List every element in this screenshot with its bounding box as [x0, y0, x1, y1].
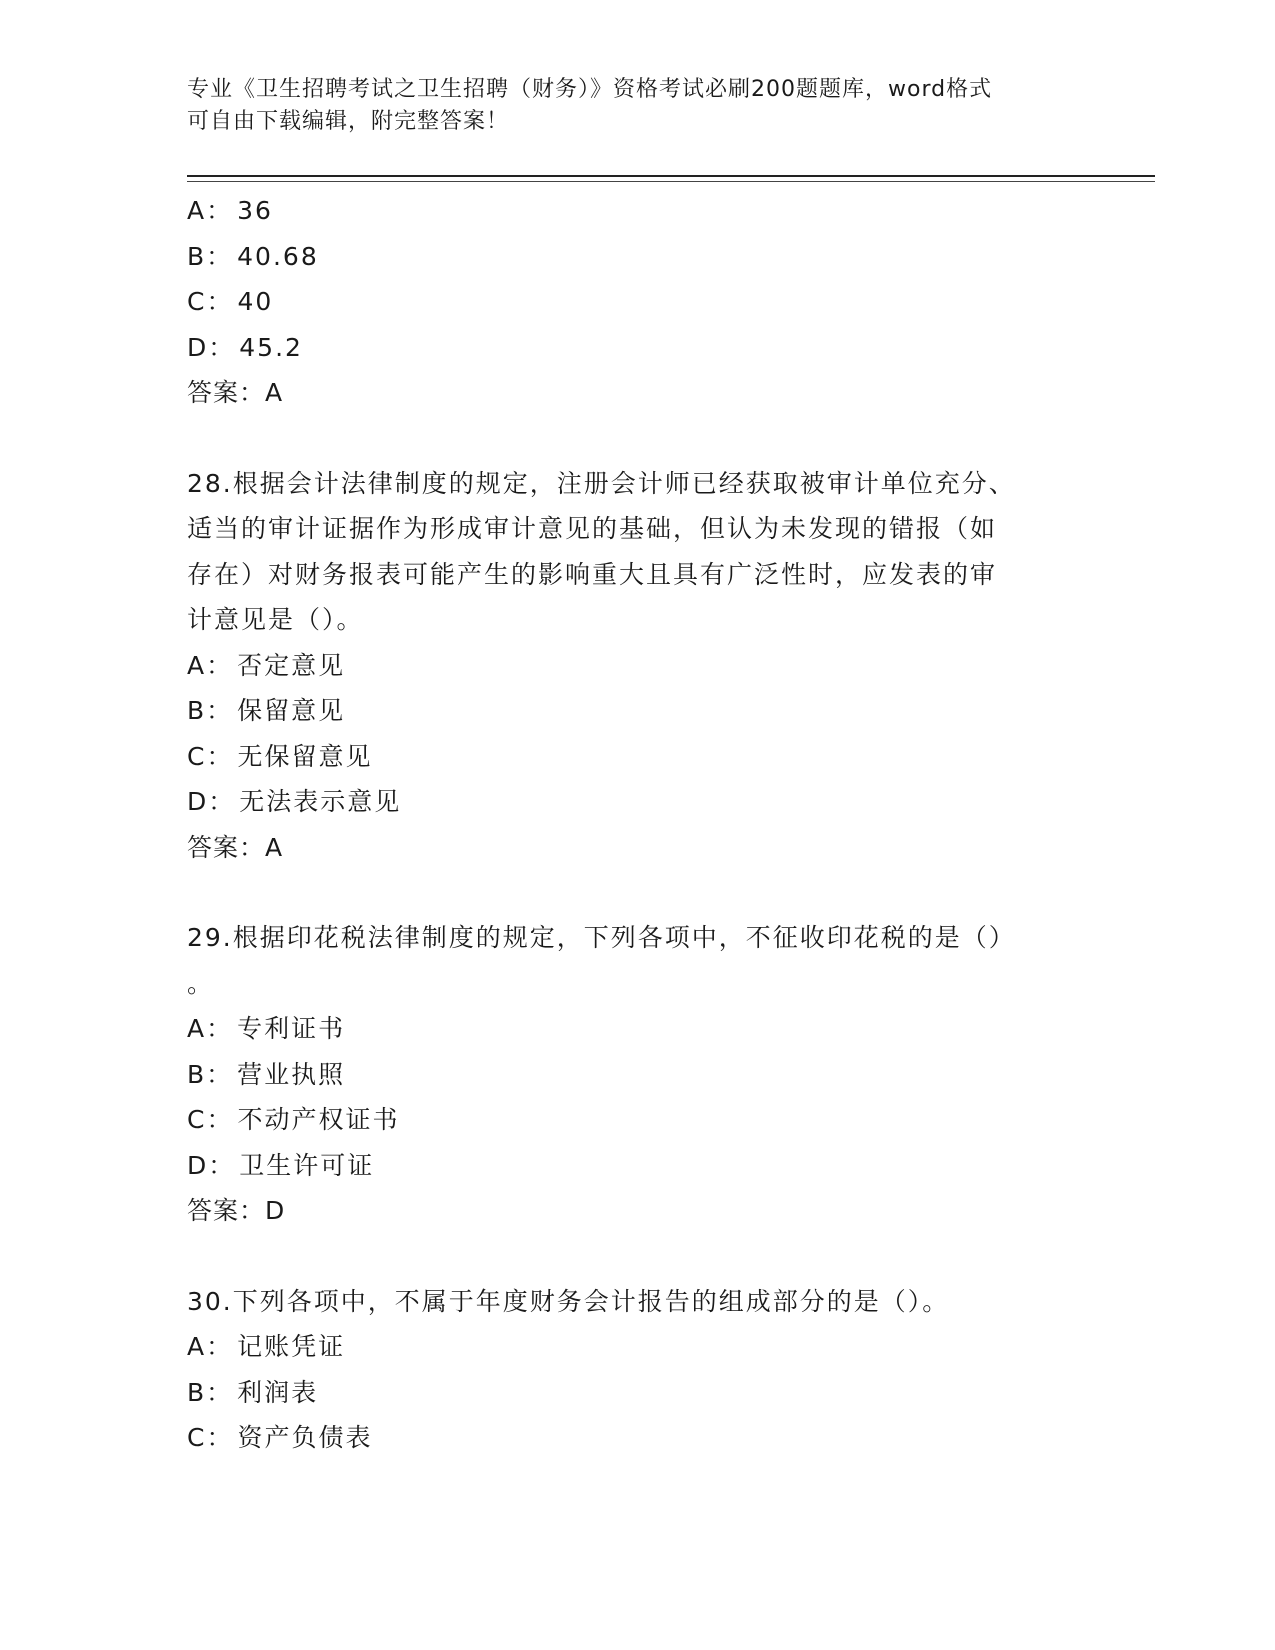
question-28 [187, 461, 1067, 871]
question-text-line: 30.下列各项中，不属于年度财务会计报告的组成部分的是（）。 [187, 1286, 950, 1316]
question-text-line: 计意见是（）。 [187, 605, 364, 634]
document-body [187, 188, 1067, 1461]
document-header [187, 74, 1067, 138]
question-30 [187, 1279, 1067, 1461]
question-29 [187, 915, 1067, 1234]
option-b: B： 保留意见 [187, 696, 346, 725]
option-b: B： 营业执照 [187, 1059, 346, 1089]
answer-line: 答案：A [187, 832, 284, 862]
question-text-line: 。 [187, 968, 215, 998]
option-c: C： 无保留意见 [187, 741, 373, 771]
option-b: B： 利润表 [187, 1377, 319, 1407]
option-c: C： 40 [187, 287, 274, 316]
option-d: D： 卫生许可证 [187, 1150, 375, 1180]
option-d: D： 45.2 [187, 332, 303, 362]
option-a: A： 专利证书 [187, 1014, 346, 1043]
option-d: D： 无法表示意见 [187, 787, 402, 816]
header-divider-thin [187, 181, 1155, 182]
question-text-line: 29.根据印花税法律制度的规定，下列各项中，不征收印花税的是（） [187, 923, 1016, 952]
option-c: C： 不动产权证书 [187, 1105, 400, 1134]
option-a: A： 否定意见 [187, 650, 346, 680]
header-line-2: 可自由下载编辑，附完整答案！ [187, 109, 510, 134]
option-c: C： 资产负债表 [187, 1423, 373, 1452]
question-text-line: 28.根据会计法律制度的规定，注册会计师已经获取被审计单位充分、 [187, 468, 1016, 498]
answer-line: 答案：D [187, 1196, 286, 1225]
option-a: A： 36 [187, 196, 273, 225]
question-text-line: 存在）对财务报表可能产生的影响重大且具有广泛性时，应发表的审 [187, 559, 998, 589]
question-text-line: 适当的审计证据作为形成审计意见的基础，但认为未发现的错报（如 [187, 514, 998, 543]
answer-line: 答案：A [187, 378, 284, 407]
header-divider-thick [187, 175, 1155, 177]
option-a: A： 记账凭证 [187, 1332, 346, 1361]
option-b: B： 40.68 [187, 241, 319, 271]
question-27-options [187, 188, 1067, 416]
header-line-1: 专业《卫生招聘考试之卫生招聘（财务）》资格考试必刷200题题库，word格式 [187, 77, 993, 102]
